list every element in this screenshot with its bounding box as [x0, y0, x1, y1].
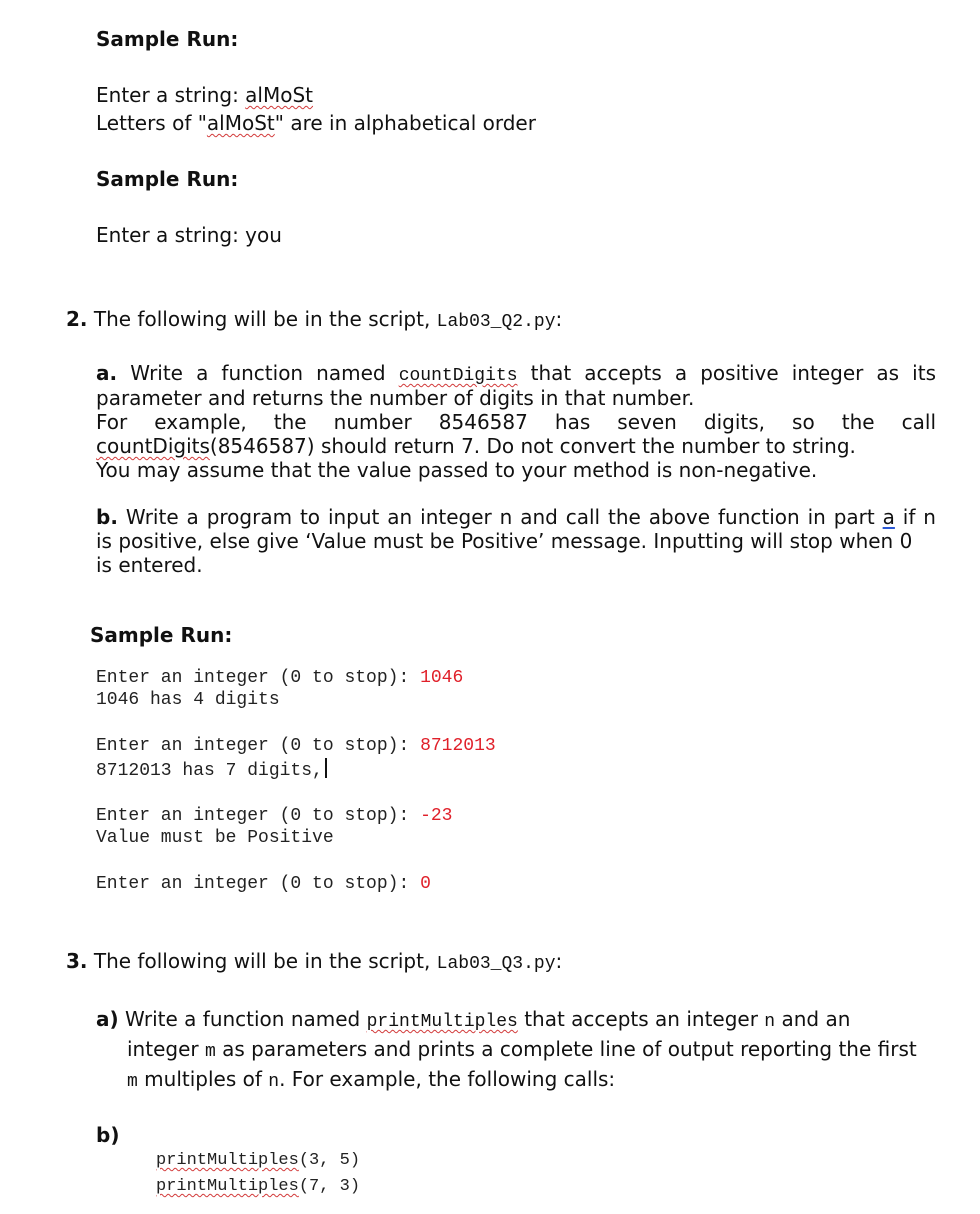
q2-intro: The following will be in the script, [93, 307, 437, 331]
q3a-func-name: printMultiples [366, 1012, 518, 1032]
q2a-label: a. [96, 361, 118, 385]
sample-run-heading-3: Sample Run: [90, 623, 233, 647]
sample-run-1-result-line [96, 111, 536, 135]
input-text: alMoSt [245, 83, 314, 107]
call-func: printMultiples [156, 1151, 299, 1170]
q2a-line4 [96, 434, 856, 458]
q2-run-4-prompt [96, 874, 431, 894]
q2b-line1-pre: Write a program to input an integer n and call the above function in part [125, 505, 883, 529]
result-pre: Letters of " [96, 111, 207, 135]
q2-run-2-output [96, 758, 327, 781]
q2a-line4-post: (8546587) should return 7. Do not convert the number to string. [209, 434, 856, 458]
q2b-line1 [96, 505, 936, 529]
prompt-text: Enter an integer (0 to stop): [96, 668, 421, 688]
call-args: (7, 3) [298, 1177, 361, 1196]
q3a-line1-mid: that accepts an integer [517, 1007, 765, 1031]
q3-number: 3. [66, 949, 88, 973]
input-text: 0 [420, 874, 431, 894]
q2b-line3: is entered. [96, 553, 203, 577]
q2b-part-link: a [882, 505, 895, 529]
q3a-var-m: m [204, 1042, 216, 1062]
q2-run-1-output: 1046 has 4 digits [96, 690, 280, 710]
q3a-line2 [127, 1037, 917, 1062]
input-text: 1046 [420, 668, 464, 688]
q3-intro: The following will be in the script, [93, 949, 437, 973]
q2-number: 2. [66, 307, 88, 331]
q2a-line1-post: that accepts a positive integer as its [517, 361, 936, 385]
q2a-line2: parameter and returns the number of digits in that number. [96, 386, 695, 410]
text-cursor [325, 758, 327, 778]
q3-script-name: Lab03_Q3.py [436, 954, 556, 974]
prompt-text: Enter a string: [96, 223, 246, 247]
q2b-label: b. [96, 505, 118, 529]
input-text: you [245, 223, 282, 247]
q3a-line3-var-m: m [127, 1072, 138, 1092]
q2a-func-name: countDigits [398, 366, 518, 386]
q3a-line3-mid: multiples of [137, 1067, 269, 1091]
q3a-line1-pre: Write a function named [125, 1007, 367, 1031]
result-post: " are in alphabetical order [274, 111, 536, 135]
q2-run-2-prompt [96, 736, 496, 756]
sample-run-heading-1: Sample Run: [96, 27, 239, 51]
q2-run-3-prompt [96, 806, 452, 826]
q3-heading [66, 949, 562, 974]
prompt-text: Enter a string: [96, 83, 246, 107]
input-text: 8712013 [420, 736, 496, 756]
q2a-line1 [96, 361, 936, 386]
prompt-text: Enter an integer (0 to stop): [96, 736, 421, 756]
q2a-line4-func: countDigits [96, 434, 210, 458]
q3a-line3 [127, 1067, 615, 1092]
q3a-line2-post: as parameters and prints a complete line of output reporting the first [215, 1037, 917, 1061]
result-word: alMoSt [206, 111, 275, 135]
q3a-var-n: n [764, 1012, 776, 1032]
q2a-line5: You may assume that the value passed to your method is non-negative. [96, 458, 818, 482]
prompt-text: Enter an integer (0 to stop): [96, 806, 421, 826]
prompt-text: Enter an integer (0 to stop): [96, 874, 421, 894]
q2-script-name: Lab03_Q2.py [436, 312, 556, 332]
sample-run-heading-2: Sample Run: [96, 167, 239, 191]
q2-colon: : [555, 307, 563, 331]
q2-heading [66, 307, 562, 332]
q2a-line1-pre: Write a function named [130, 361, 399, 385]
q3b-label: b) [96, 1123, 120, 1147]
sample-run-2-prompt-line [96, 223, 282, 247]
call-func: printMultiples [156, 1177, 299, 1196]
q2b-line1-post: if n [894, 505, 936, 529]
q2a-line3: For example, the number 8546587 has seven digits, so the call [96, 410, 936, 434]
q3-colon: : [555, 949, 563, 973]
q2b-line2: is positive, else give ‘Value must be Positive’ message. Inputting will stop when 0 [96, 529, 913, 553]
q3a-line1-post: and an [775, 1007, 851, 1031]
q3a-line1 [96, 1007, 850, 1032]
q3a-line3-post: . For example, the following calls: [279, 1067, 616, 1091]
q3b-call-1 [156, 1151, 360, 1170]
q3a-line3-var-n: n [268, 1072, 280, 1092]
call-args: (3, 5) [298, 1151, 361, 1170]
sample-run-1-prompt-line [96, 83, 313, 107]
output-text: 8712013 has 7 digits, [96, 761, 323, 781]
q3b-call-2 [156, 1177, 360, 1196]
q2-run-1-prompt [96, 668, 463, 688]
input-text: -23 [420, 806, 453, 826]
q3a-line2-pre: integer [127, 1037, 205, 1061]
q3a-label: a) [96, 1007, 119, 1031]
q2-run-3-output: Value must be Positive [96, 828, 334, 848]
